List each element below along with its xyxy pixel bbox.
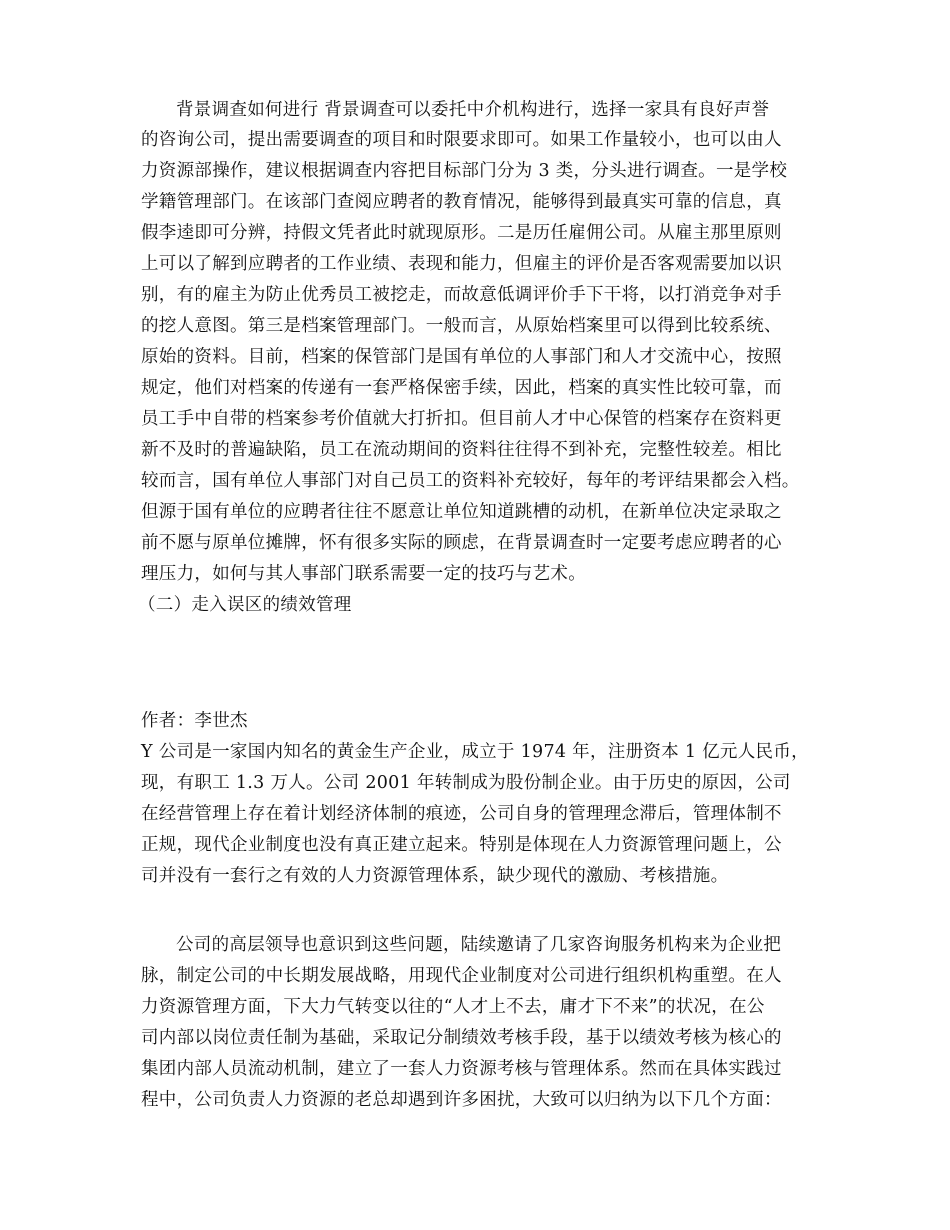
author-line: 作者：李世杰 xyxy=(141,711,248,731)
paragraph3-line: 脉，制定公司的中长期发展战略，用现代企业制度对公司进行组织机构重塑。在人 xyxy=(141,966,782,986)
paragraph2-line: Y 公司是一家国内知名的黄金生产企业，成立于 1974 年，注册资本 1 亿元人民币， xyxy=(141,742,809,762)
paragraph1-line: 背景调查如何进行 背景调查可以委托中介机构进行，选择一家具有良好声誉 xyxy=(176,100,770,120)
paragraph3-line: 公司的高层领导也意识到这些问题，陆续邀请了几家咨询服务机构来为企业把 xyxy=(176,935,782,955)
paragraph1-line: 的挖人意图。第三是档案管理部门。一般而言，从原始档案里可以得到比较系统、 xyxy=(141,316,782,336)
paragraph1-line: 力资源部操作，建议根据调查内容把目标部门分为 3 类，分头进行调查。一是学校 xyxy=(141,161,788,181)
paragraph1-line: 原始的资料。目前，档案的保管部门是国有单位的人事部门和人才交流中心，按照 xyxy=(141,347,782,367)
paragraph3-line: 司内部以岗位责任制为基础，采取记分制绩效考核手段，基于以绩效考核为核心的 xyxy=(141,1028,782,1048)
paragraph2-line: 在经营管理上存在着计划经济体制的痕迹，公司自身的管理理念滞后，管理体制不 xyxy=(141,804,782,824)
paragraph1-line: 假李逵即可分辨，持假文凭者此时就现原形。二是历任雇佣公司。从雇主那里原则 xyxy=(141,223,782,243)
paragraph1-line: 上可以了解到应聘者的工作业绩、表现和能力，但雇主的评价是否客观需要加以识 xyxy=(141,254,782,274)
paragraph1-line: 理压力，如何与其人事部门联系需要一定的技巧与艺术。 xyxy=(141,564,586,584)
paragraph3-line: 集团内部人员流动机制，建立了一套人力资源考核与管理体系。然而在具体实践过 xyxy=(141,1059,782,1079)
paragraph1-line: 但源于国有单位的应聘者往往不愿意让单位知道跳槽的动机，在新单位决定录取之 xyxy=(141,502,782,522)
paragraph1-line: 新不及时的普遍缺陷，员工在流动期间的资料往往得不到补充，完整性较差。相比 xyxy=(141,440,782,460)
section-heading: （二）走入误区的绩效管理 xyxy=(138,595,352,615)
paragraph1-line: 学籍管理部门。在该部门查阅应聘者的教育情况，能够得到最真实可靠的信息，真 xyxy=(141,192,782,212)
paragraph2-line: 司并没有一套行之有效的人力资源管理体系，缺少现代的激励、考核措施。 xyxy=(141,866,729,886)
paragraph3-line: 程中，公司负责人力资源的老总却遇到许多困扰，大致可以归纳为以下几个方面： xyxy=(141,1090,782,1110)
paragraph1-line: 员工手中自带的档案参考价值就大打折扣。但目前人才中心保管的档案存在资料更 xyxy=(141,409,782,429)
paragraph2-line: 正规，现代企业制度也没有真正建立起来。特别是体现在人力资源管理问题上，公 xyxy=(141,835,782,855)
paragraph1-line: 别，有的雇主为防止优秀员工被挖走，而故意低调评价手下干将，以打消竞争对手 xyxy=(141,285,782,305)
paragraph1-line: 的咨询公司，提出需要调查的项目和时限要求即可。如果工作量较小，也可以由人 xyxy=(141,130,782,150)
paragraph1-line: 前不愿与原单位摊牌，怀有很多实际的顾虑，在背景调查时一定要考虑应聘者的心 xyxy=(141,533,782,553)
paragraph1-line: 规定，他们对档案的传递有一套严格保密手续，因此，档案的真实性比较可靠，而 xyxy=(141,378,782,398)
paragraph2-line: 现，有职工 1.3 万人。公司 2001 年转制成为股份制企业。由于历史的原因，公司 xyxy=(141,773,791,793)
paragraph3-line: 力资源管理方面，下大力气转变以往的“人才上不去，庸才下不来”的状况，在公 xyxy=(141,997,765,1017)
paragraph1-line: 较而言，国有单位人事部门对自己员工的资料补充较好，每年的考评结果都会入档。 xyxy=(141,471,800,491)
